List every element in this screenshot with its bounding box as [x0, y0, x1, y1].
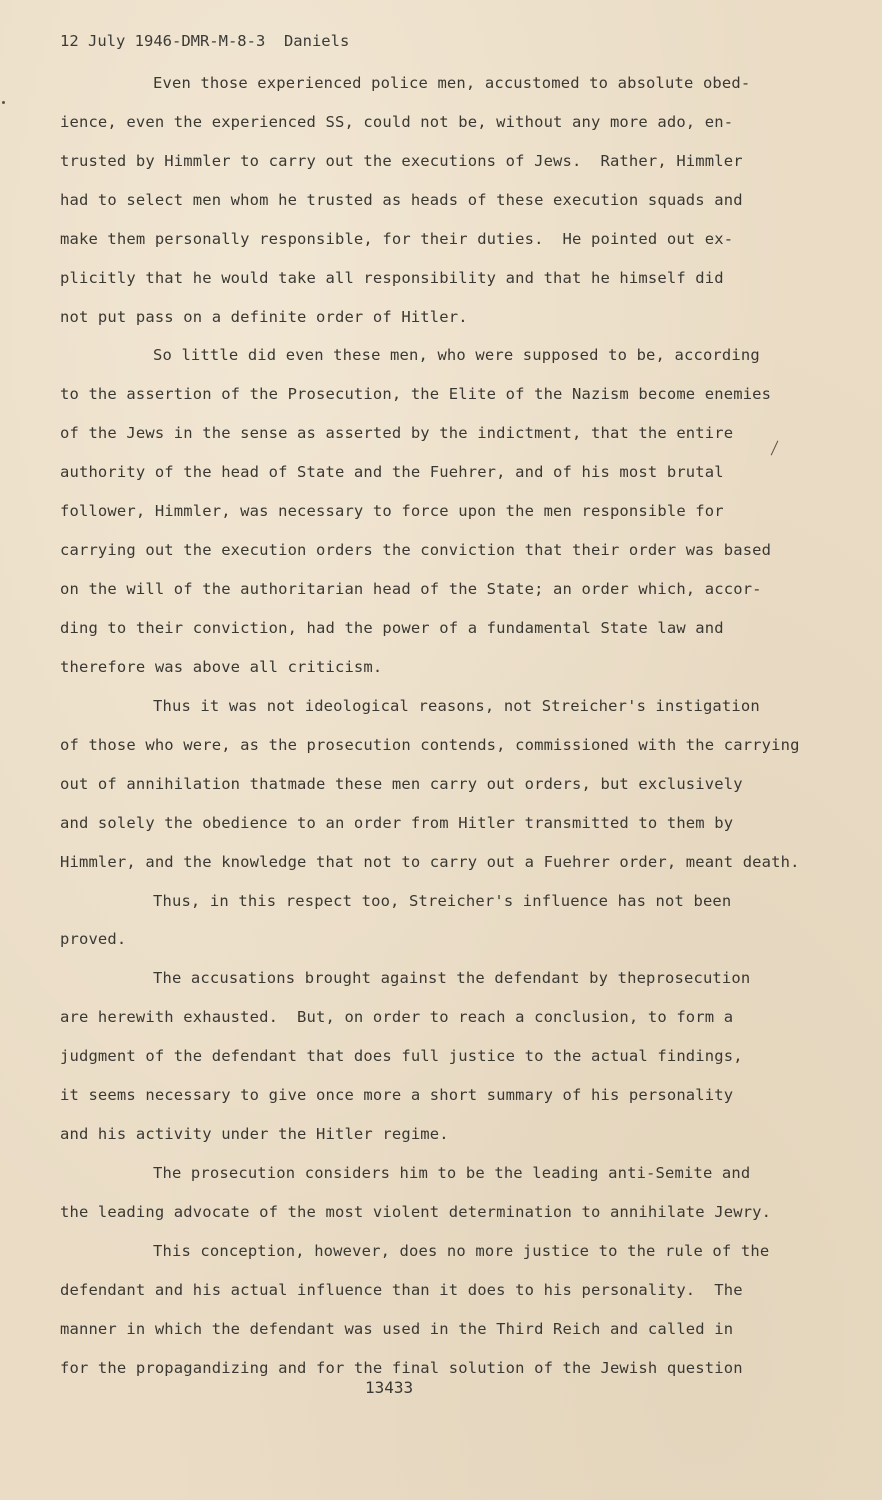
text-line: follower, Himmler, was necessary to force upon the men responsible for — [60, 502, 724, 520]
text-line: for the propagandizing and for the final solution of the Jewish question — [60, 1359, 743, 1377]
text-line: ience, even the experienced SS, could not be, without any more ado, en- — [60, 113, 734, 131]
text-line: plicitly that he would take all responsibility and that he himself did — [60, 269, 724, 287]
ink-speck — [2, 101, 5, 104]
text-line: This conception, however, does no more justice to the rule of the — [153, 1242, 770, 1260]
text-line: Himmler, and the knowledge that not to carry out a Fuehrer order, meant death. — [60, 853, 800, 871]
text-line: the leading advocate of the most violent determination to annihilate Jewry. — [60, 1203, 772, 1221]
text-line: judgment of the defendant that does full justice to the actual findings, — [60, 1047, 743, 1065]
pencil-mark — [771, 441, 779, 456]
text-line: Thus, in this respect too, Streicher's influence has not been — [153, 892, 732, 910]
document-header: 12 July 1946-DMR-M-8-3 Daniels — [60, 32, 350, 50]
text-line: on the will of the authoritarian head of the State; an order which, accor- — [60, 580, 762, 598]
text-line: and solely the obedience to an order from Hitler transmitted to them by — [60, 814, 734, 832]
text-line: had to select men whom he trusted as heads of these execution squads and — [60, 191, 743, 209]
text-line: The accusations brought against the defendant by theprosecution — [153, 969, 751, 987]
text-line: of the Jews in the sense as asserted by the indictment, that the entire — [60, 424, 734, 442]
text-line: trusted by Himmler to carry out the executions of Jews. Rather, Himmler — [60, 152, 743, 170]
text-line: make them personally responsible, for their duties. He pointed out ex- — [60, 230, 734, 248]
text-line: of those who were, as the prosecution contends, commissioned with the carrying — [60, 736, 800, 754]
text-line: therefore was above all criticism. — [60, 658, 383, 676]
text-line: The prosecution considers him to be the leading anti-Semite and — [153, 1164, 751, 1182]
page-number: 13433 — [365, 1378, 414, 1397]
text-line: Even those experienced police men, accustomed to absolute obed- — [153, 74, 751, 92]
text-line: proved. — [60, 930, 127, 948]
text-line: to the assertion of the Prosecution, the Elite of the Nazism become enemies — [60, 385, 772, 403]
text-line: authority of the head of State and the Fuehrer, and of his most brutal — [60, 463, 724, 481]
text-line: and his activity under the Hitler regime. — [60, 1125, 449, 1143]
text-line: defendant and his actual influence than it does to his personality. The — [60, 1281, 743, 1299]
text-line: So little did even these men, who were supposed to be, according — [153, 346, 760, 364]
text-line: out of annihilation thatmade these men carry out orders, but exclusively — [60, 775, 743, 793]
text-line: carrying out the execution orders the conviction that their order was based — [60, 541, 772, 559]
text-line: are herewith exhausted. But, on order to reach a conclusion, to form a — [60, 1008, 734, 1026]
text-line: ding to their conviction, had the power of a fundamental State law and — [60, 619, 724, 637]
text-line: Thus it was not ideological reasons, not Streicher's instigation — [153, 697, 760, 715]
text-line: it seems necessary to give once more a short summary of his personality — [60, 1086, 734, 1104]
text-line: manner in which the defendant was used in the Third Reich and called in — [60, 1320, 734, 1338]
text-line: not put pass on a definite order of Hitler. — [60, 308, 468, 326]
